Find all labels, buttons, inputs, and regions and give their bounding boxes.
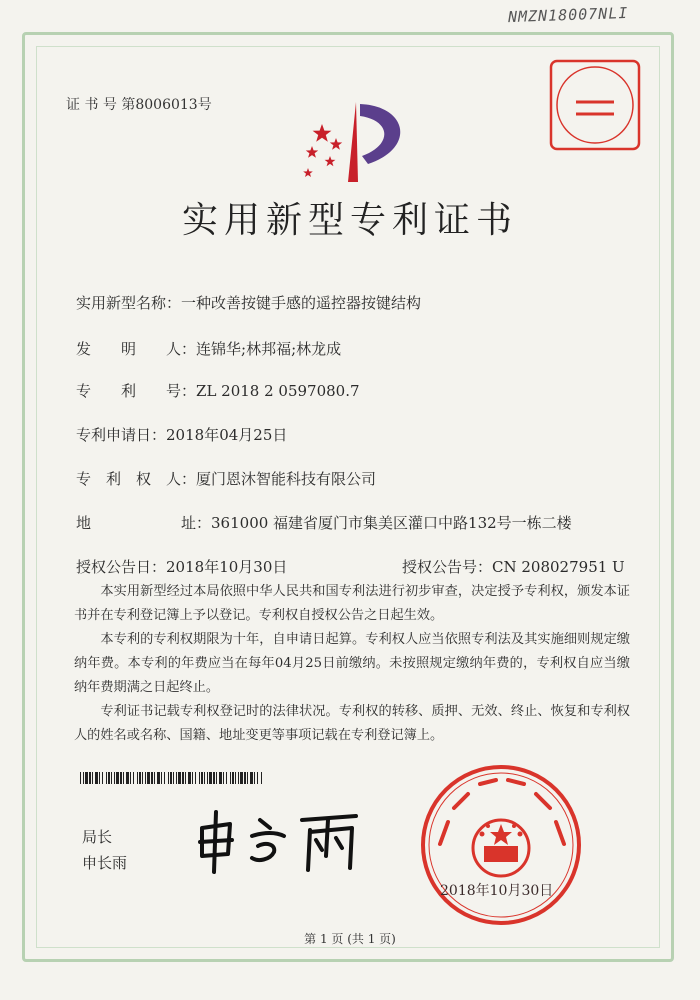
field-label: 授权公告日： — [76, 558, 167, 576]
signatory-name: 申长雨 — [82, 854, 128, 872]
field-inventor — [76, 338, 341, 359]
page-footer: 第 1 页 (共 1 页) — [304, 932, 396, 946]
field-label: 发 明 人： — [76, 340, 197, 358]
field-utility-model-name — [76, 292, 421, 313]
field-value: 2018年10月30日 — [166, 558, 288, 576]
handwritten-signature-icon — [192, 806, 362, 876]
field-value: CN 208027951 U — [492, 558, 625, 576]
paragraph: 专利证书记载专利权登记时的法律状况。专利权的转移、质押、无效、终止、恢复和专利权人的姓名或名称、国籍、地址变更等事项记载在专利登记簿上。 — [74, 704, 630, 743]
field-label: 专 利 权 人： — [76, 470, 197, 488]
field-label: 授权公告号： — [402, 558, 493, 576]
field-value: 厦门恩沐智能科技有限公司 — [196, 470, 377, 488]
field-label: 专 利 号： — [76, 382, 197, 400]
field-patentee — [76, 468, 376, 489]
page-title: 实用新型专利证书 — [181, 200, 518, 241]
barcode-icon — [80, 772, 264, 784]
field-address — [76, 512, 572, 533]
certificate-body — [74, 580, 630, 748]
field-value: 一种改善按键手感的遥控器按键结构 — [181, 294, 422, 312]
field-patent-number — [76, 380, 360, 401]
paragraph: 本实用新型经过本局依照中华人民共和国专利法进行初步审查，决定授予专利权，颁发本证书并在专利登记簿上予以登记。专利权自授权公告之日起生效。 — [74, 584, 630, 623]
field-value: 连锦华;林邦福;林龙成 — [196, 340, 342, 358]
handwritten-note: NMZN18007NLI — [507, 3, 629, 27]
field-value: ZL 2018 2 0597080.7 — [196, 382, 360, 400]
cnipa-logo-icon — [290, 94, 420, 186]
signatory-title: 局长 — [82, 828, 113, 846]
field-value: 2018年04月25日 — [166, 426, 288, 444]
tax-stamp-icon — [548, 58, 642, 152]
field-label: 专利申请日： — [76, 426, 167, 444]
field-value: 361000 福建省厦门市集美区灌口中路132号一栋二楼 — [211, 514, 572, 532]
field-grant-date — [76, 556, 287, 577]
field-label: 地 址： — [76, 514, 212, 532]
seal-date: 2018年10月30日 — [440, 883, 554, 899]
official-seal-icon — [418, 762, 584, 928]
field-label: 实用新型名称： — [76, 294, 182, 312]
field-filing-date — [76, 424, 287, 445]
paragraph: 本专利的专利权期限为十年，自申请日起算。专利权人应当依照专利法及其实施细则规定缴纳年费。本专利的年费应当在每年04月25日前缴纳。未按照规定缴纳年费的，专利权自应当缴纳年费期满之日起终止。 — [74, 632, 630, 695]
certificate-number: 证 书 号 第8006013号 — [66, 97, 212, 113]
field-grant-number — [402, 556, 625, 577]
